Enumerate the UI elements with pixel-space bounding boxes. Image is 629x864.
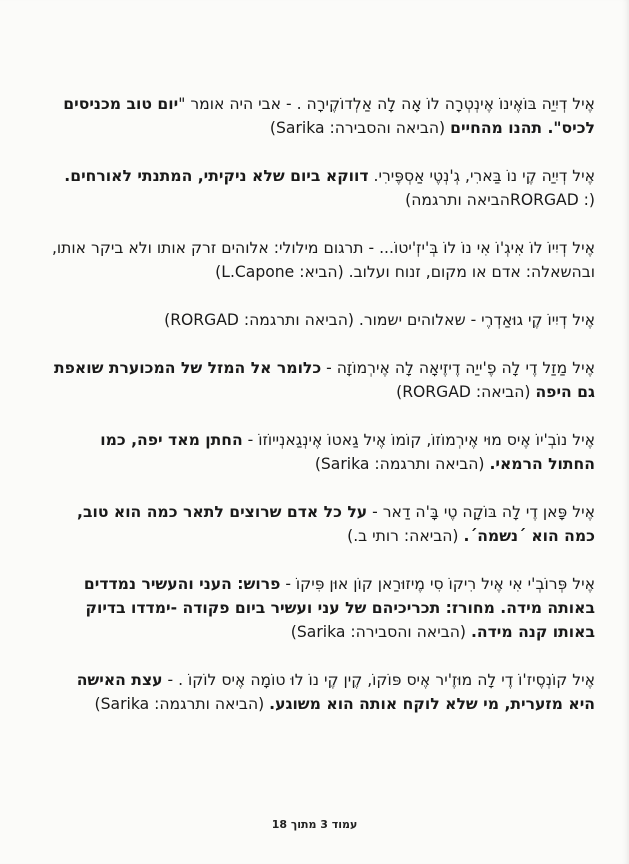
proverb-meaning: דווקא ביום שלא ניקיתי, המתנתי לאורחים.: [64, 166, 369, 185]
proverb-entry: [50, 500, 595, 548]
proverb-meaning: פרוש: העני והעשיר נמדדים באותה מידה. מחורז: תכריכיהם של עני ועשיר ביום פקודה -ימדדו בדיוק באותו קנה מידה.: [83, 574, 595, 641]
proverb-text: אֶיל דְיִיוֹ לוֹ אִיגְ'וֹ אִי נוֹ לוֹ בְּ'יזְ'יטוֹ... - תרגום מילולי: אלוהים זרק אותו ולא ביקר אותו, ובהשאלה: אדם או מקום, זנוח ועלוב. (הביא: L.Capone): [51, 238, 595, 281]
proverb-credit: (הביאה: רותי ב.): [347, 526, 464, 545]
proverb-text: אֶיל דְיִיַה בּוֹאֶינוֹ אֶינְטְרָה לוֹ אָה לָה אַלְדוֹקֶירָה . - אבי היה אומר ": [178, 94, 595, 113]
proverb-entry: [50, 236, 595, 284]
proverb-credit: (: RORGADהביאה ותרגמה): [405, 190, 595, 209]
proverb-text: אֶיל קוֹנְסֶיז'וֹ דֶי לָה מוּזֶ'יר אֶיס פּוֹקוֹ, קֶין קֶי נוֹ לוּ טוֹמָה אֶיס לוֹקוֹ . -: [162, 670, 595, 689]
proverb-text: אֶיל פָּאן דֶי לָה בּוֹקָה טֶי בָּ'ה דַאר -: [367, 502, 595, 521]
proverb-credit: (הביאה ותרגמה: Sarika): [94, 694, 270, 713]
proverb-meaning: יום טוב מכניסים לכיס". תהנו מהחיים: [63, 94, 595, 137]
proverb-text: אֶיל פְּרוֹבְ'י אִי אֶיל רִיקוֹ סִי מֶיזוּרַאן קוֹן אוּן פִּיקוֹ -: [280, 574, 595, 593]
proverb-entry: [50, 428, 595, 476]
proverb-text: אֶיל דְיִיַה קֶי נוֹ בַּארִי, גְ'נְטֶי אַסְפֶּירִי.: [368, 166, 595, 185]
proverb-meaning: עצת האישה היא מזערית, מי שלא לוקח אותה הוא משוגע.: [76, 670, 595, 713]
proverb-entry: [50, 164, 595, 212]
proverb-entry: [50, 668, 595, 716]
proverb-list: [50, 76, 595, 740]
proverb-entry: [50, 572, 595, 644]
proverb-meaning: על כל אדם שרוצים לתאר כמה הוא טוב, כמה הוא ´נשמה´.: [77, 502, 595, 545]
proverb-meaning: כלומר אל המזל של המכוערת שואפת גם היפה: [54, 358, 595, 401]
proverb-text: אֶיל נוֹבְ'יוֹ אֶיס מוּי אֶירְמוֹזוֹ, קוֹמוֹ אֶיל גַאטוֹ אֶינְגַאנְייוֹזוֹ -: [242, 430, 595, 449]
proverb-credit: (הביאה ותרגמה: Sarika): [314, 454, 490, 473]
proverb-text: אֶיל מַזַל דֶי לָה פֶ'ייַה דֶיזֶיאָה לָה אֶירְמוֹזָה -: [321, 358, 595, 377]
proverb-credit: (הביאה והסבירה: Sarika): [290, 622, 471, 641]
page-number: עמוד 3 מתוך 18: [271, 818, 358, 831]
proverb-entry: [50, 308, 595, 332]
proverb-meaning: החתן מאד יפה, כמו החתול הרמאי.: [100, 430, 595, 473]
proverb-entry: [50, 92, 595, 140]
proverb-credit: (הביאה והסבירה: Sarika): [269, 118, 451, 137]
proverb-entry: [50, 356, 595, 404]
proverb-credit: (הביאה: RORGAD): [396, 382, 536, 401]
proverb-text: אֶיל דְיִיוֹ קֶי גוּאַדְרֶי - שאלוהים ישמור. (הביאה ותרגמה: RORGAD): [164, 310, 595, 329]
